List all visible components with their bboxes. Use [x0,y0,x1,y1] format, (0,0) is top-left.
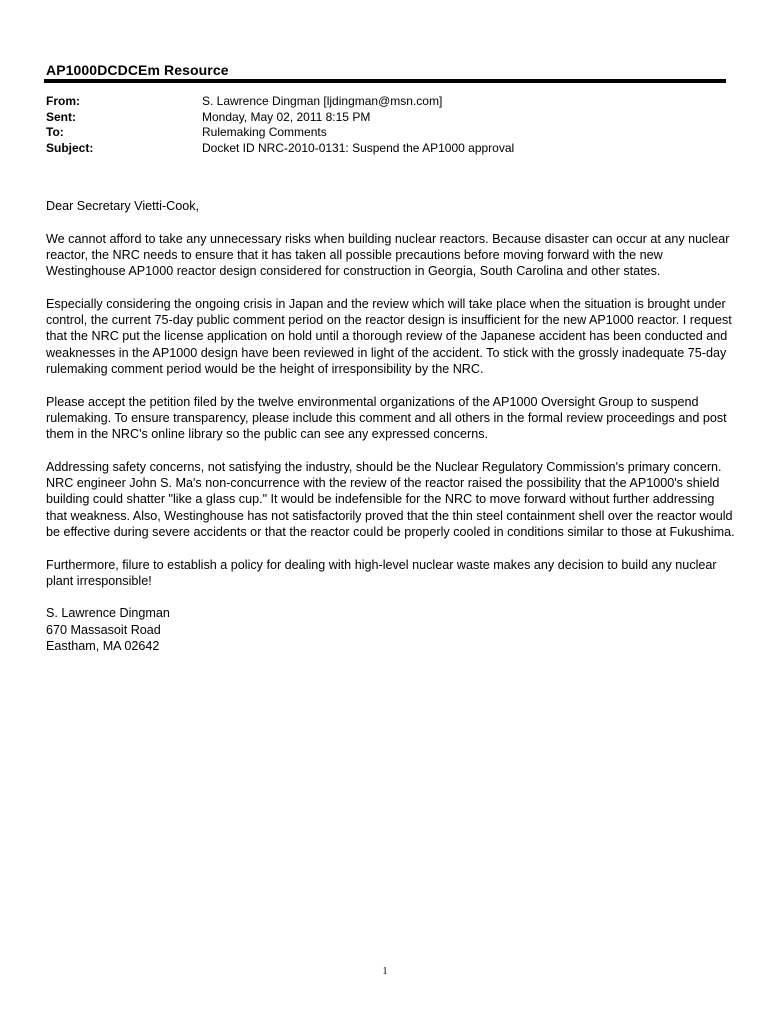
signature-street: 670 Massasoit Road [46,622,161,637]
paragraph-2: Especially considering the ongoing crisis in Japan and the review which will take place when the situation is brought under control, the current 75-day public comment period on the reactor design is insufficient for the new AP1000 reactor. I request that the NRC put the license application on hold until a thorough review of the Japanese accident has been conducted and weaknesses in the AP1000 design have been reviewed in light of the accident. To stick with the grossly inadequate 75-day rulemaking comment period would be the height of irresponsibility by the NRC. [46,296,732,376]
sent-label: Sent: [46,109,76,124]
to-label: To: [46,125,64,139]
title-rule [44,79,726,83]
from-value: S. Lawrence Dingman [ljdingman@msn.com] [202,94,443,108]
header-row-subject [46,141,514,157]
email-header [46,94,514,156]
sent-value: Monday, May 02, 2011 8:15 PM [202,109,371,124]
from-label: From: [46,94,80,108]
header-row-from [46,94,514,110]
page-number: 1 [382,966,388,977]
subject-value: Docket ID NRC-2010-0131: Suspend the AP1000 approval [202,140,515,155]
signature-name: S. Lawrence Dingman [46,606,170,621]
paragraph-3: Please accept the petition filed by the twelve environmental organizations of the AP1000 Oversight Group to suspend rulemaking. To ensure transparency, please include this comment and all others in the formal review proceedings and post them in the NRC's online library so the public can see any expressed concerns. [46,394,727,442]
signature-block [46,605,736,654]
paragraph-1: We cannot afford to take any unnecessary risks when building nuclear reactors. Because disaster can occur at any nuclear reactor, the NRC needs to ensure that it has taken all possible precautions before moving forward with the new Westinghouse AP1000 reactor design considered for construction in Georgia, South Carolina and other states. [46,231,730,279]
header-row-to [46,125,514,141]
paragraph-5: Furthermore, filure to establish a policy for dealing with high-level nuclear waste makes any decision to build any nuclear plant irresponsible! [46,557,717,588]
signature-city: Eastham, MA 02642 [46,639,160,654]
paragraph-4: Addressing safety concerns, not satisfying the industry, should be the Nuclear Regulatory Commission's primary concern. NRC engineer John S. Ma's non-concurrence with the review of the reactor raised the possibility that the AP1000's shield building could shatter "like a glass cup." It would be indefensible for the NRC to move forward without further addressing that weakness. Also, Westinghouse has not satisfactorily proved that the thin steel containment shell over the reactor would be effective during severe accidents or that the reactor could be properly cooled in conditions similar to those at Fukushima. [46,459,735,539]
salutation: Dear Secretary Vietti-Cook, [46,199,200,213]
header-row-sent [46,110,514,126]
to-value: Rulemaking Comments [202,125,327,139]
document-title: AP1000DCDCEm Resource [46,62,229,78]
letter-body [46,198,736,671]
subject-label: Subject: [46,140,94,155]
